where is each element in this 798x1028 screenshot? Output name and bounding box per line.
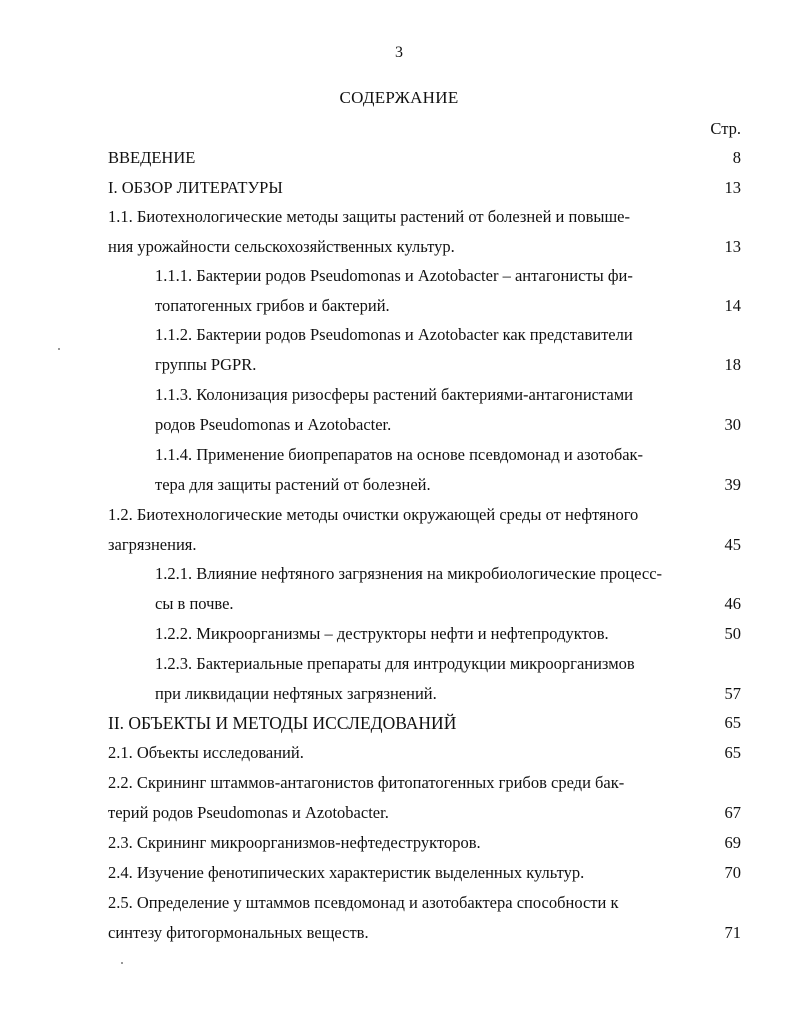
toc-entry-line: 1.1. Биотехнологические методы защиты растений от болезней и повыше- [108, 207, 630, 226]
toc-entry-line: ния урожайности сельскохозяйственных культур. [108, 237, 455, 256]
toc-entry-page: 14 [724, 296, 741, 315]
page-number: 3 [395, 44, 403, 61]
toc-entry-line: группы PGPR. [155, 355, 257, 374]
toc-entry-page: 46 [724, 594, 741, 613]
toc-entry-line: 1.2.3. Бактериальные препараты для интродукции микроорганизмов [155, 654, 635, 673]
toc-entry-line: II. ОБЪЕКТЫ И МЕТОДЫ ИССЛЕДОВАНИЙ [108, 713, 457, 733]
toc-entry-line: I. ОБЗОР ЛИТЕРАТУРЫ [108, 178, 283, 197]
toc-entry-page: 57 [724, 684, 741, 703]
toc-entry-page: 71 [724, 923, 741, 942]
toc-entry-line: родов Pseudomonas и Azotobacter. [155, 415, 392, 434]
toc-entry-page: 69 [724, 833, 741, 852]
toc-entry-line: 2.1. Объекты исследований. [108, 743, 304, 762]
toc-entry-line: 1.2.2. Микроорганизмы – деструкторы нефти и нефтепродуктов. [155, 624, 609, 643]
toc-entry-line: терий родов Pseudomonas и Azotobacter. [108, 803, 389, 822]
toc-entry-line: 1.2. Биотехнологические методы очистки окружающей среды от нефтяного [108, 505, 639, 524]
toc-entry-line: 1.1.1. Бактерии родов Pseudomonas и Azotobacter – антагонисты фи- [155, 266, 633, 285]
toc-entry-page: 8 [732, 148, 741, 167]
toc-entry-page: 39 [724, 475, 741, 494]
toc-entry-line: 2.5. Определение у штаммов псевдомонад и азотобактера способности к [108, 893, 619, 912]
toc-entry-page: 50 [724, 624, 741, 643]
toc-entry-line: 1.1.2. Бактерии родов Pseudomonas и Azotobacter как представители [155, 325, 633, 344]
toc-entry-line: при ликвидации нефтяных загрязнений. [155, 684, 437, 703]
toc-entry-page: 65 [724, 713, 741, 732]
scan-speck [121, 962, 123, 964]
toc-entry-page: 67 [724, 803, 741, 822]
toc-entry-line: загрязнения. [108, 535, 197, 554]
page-title: СОДЕРЖАНИЕ [339, 88, 459, 107]
toc-entry-page: 30 [724, 415, 741, 434]
toc-entry-page: 18 [724, 355, 741, 374]
toc-entry-page: 45 [724, 535, 741, 554]
toc-entry-page: 13 [724, 237, 741, 256]
toc-entry-page: 65 [724, 743, 741, 762]
toc-entry-line: топатогенных грибов и бактерий. [155, 296, 390, 315]
toc-entry-page: 13 [724, 178, 741, 197]
toc-entry-line: 1.1.3. Колонизация ризосферы растений бактериями-антагонистами [155, 385, 634, 404]
toc-entry-line: 1.1.4. Применение биопрепаратов на основе псевдомонад и азотобак- [155, 445, 644, 464]
toc-entry-line: 2.2. Скрининг штаммов-антагонистов фитопатогенных грибов среди бак- [108, 773, 625, 792]
toc-entry-line: синтезу фитогормональных веществ. [108, 923, 369, 942]
toc-entry-line: ВВЕДЕНИЕ [108, 148, 196, 167]
toc-entry-line: 2.3. Скрининг микроорганизмов-нефтедеструкторов. [108, 833, 481, 852]
scan-speck [58, 348, 60, 350]
toc-entry-line: 1.2.1. Влияние нефтяного загрязнения на микробиологические процесс- [155, 564, 663, 583]
toc-entry-page: 70 [724, 863, 741, 882]
toc-entry-line: тера для защиты растений от болезней. [155, 475, 431, 494]
toc-entry-line: 2.4. Изучение фенотипических характеристик выделенных культур. [108, 863, 585, 882]
toc-entry-line: сы в почве. [155, 594, 234, 613]
page-column-header: Стр. [710, 119, 741, 138]
